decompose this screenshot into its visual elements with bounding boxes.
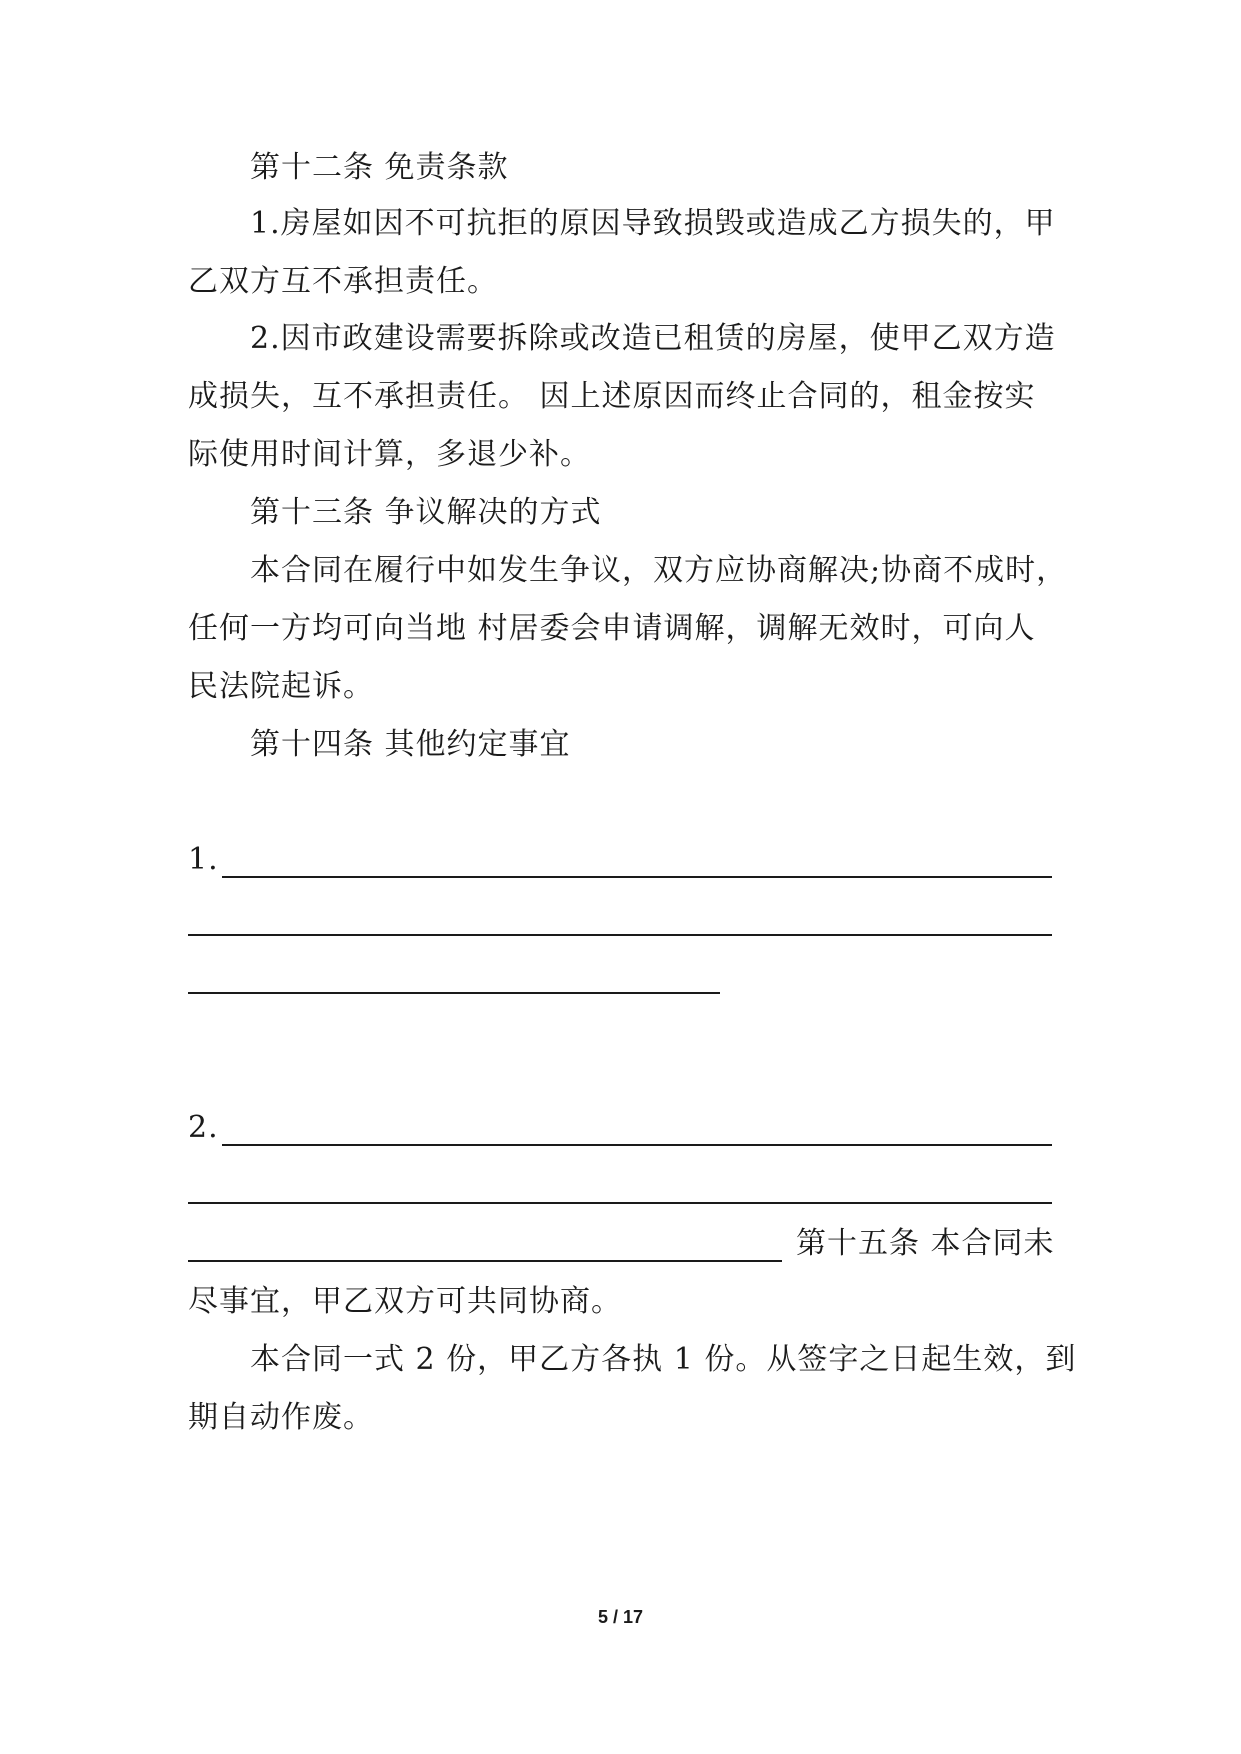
article-12-clause-2-line-3: 际使用时间计算，多退少补。 <box>188 437 591 472</box>
item-1-blank-line-2[interactable] <box>188 934 1052 936</box>
article-12-clause-1-line-1: 1.房屋如因不可抗拒的原因导致损毁或造成乙方损失的，甲 <box>250 206 1056 241</box>
closing-line-2: 期自动作废。 <box>188 1400 374 1435</box>
closing-line-1: 本合同一式 2 份，甲乙方各执 1 份。从签字之日起生效，到 <box>250 1342 1077 1377</box>
item-2-blank-line-1[interactable] <box>222 1144 1052 1146</box>
article-13-body-line-2: 任何一方均可向当地 村居委会申请调解，调解无效时，可向人 <box>188 611 1036 646</box>
article-15-body: 尽事宜，甲乙双方可共同协商。 <box>188 1284 622 1319</box>
item-1-blank-line-3[interactable] <box>188 992 720 994</box>
article-13-body-line-3: 民法院起诉。 <box>188 669 374 704</box>
article-12-clause-1-line-2: 乙双方互不承担责任。 <box>188 264 498 299</box>
article-13-body-line-1: 本合同在履行中如发生争议，双方应协商解决;协商不成时， <box>250 553 1068 588</box>
article-12-heading: 第十二条 免责条款 <box>250 150 509 185</box>
item-1-blank-line-1[interactable] <box>222 876 1052 878</box>
article-15-heading: 第十五条 本合同未 <box>796 1226 1055 1261</box>
article-12-clause-2-line-1: 2.因市政建设需要拆除或改造已租赁的房屋，使甲乙双方造 <box>250 321 1056 356</box>
page-number: 5 / 17 <box>597 1607 644 1627</box>
item-2-number: 2. <box>188 1110 219 1145</box>
article-14-heading: 第十四条 其他约定事宜 <box>250 727 571 762</box>
item-2-blank-line-3[interactable] <box>188 1260 782 1262</box>
article-12-clause-2-line-2: 成损失，互不承担责任。 因上述原因而终止合同的，租金按实 <box>188 379 1036 414</box>
item-1-number: 1. <box>188 842 219 877</box>
article-13-heading: 第十三条 争议解决的方式 <box>250 495 602 530</box>
item-2-blank-line-2[interactable] <box>188 1202 1052 1204</box>
